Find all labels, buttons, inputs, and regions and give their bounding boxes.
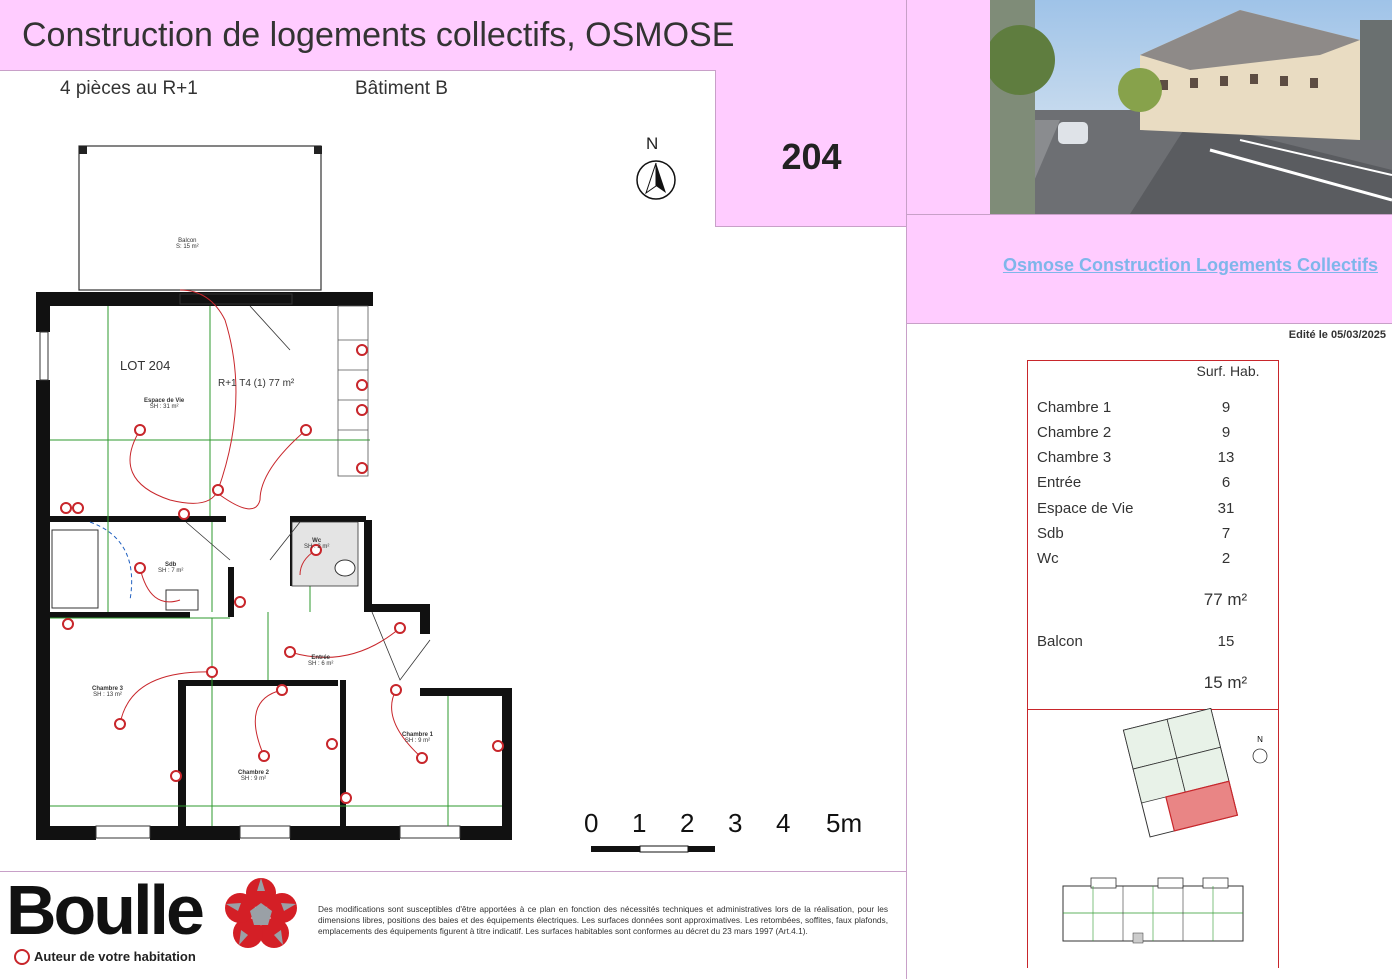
unit-label: R+1 T4 (1) 77 m² [218, 378, 295, 389]
lot-label: LOT 204 [120, 358, 171, 373]
row-label: Espace de Vie [1037, 500, 1134, 517]
room-label: Chambre 1 SH : 9 m² [402, 732, 434, 744]
lot-number-box [715, 70, 907, 227]
row-label: Entrée [1037, 474, 1082, 491]
row-value: 7 [1221, 525, 1231, 542]
door-arc [90, 522, 132, 600]
brand-tagline: Auteur de votre habitation [34, 949, 196, 964]
key-plan-lower [1063, 878, 1243, 943]
brand-band [907, 214, 1392, 324]
north-label: N [646, 134, 659, 153]
room-label: Sdb SH : 7 m² [158, 562, 184, 574]
page-title: Construction de logements collectifs, OSMOSE [22, 16, 735, 54]
brand-mark-icon [14, 949, 30, 965]
windows [40, 294, 460, 838]
balcon-value: 15 [1217, 633, 1235, 650]
scale-label: 2 [680, 808, 695, 838]
key-north-label: N [1257, 735, 1263, 744]
electrical-points [61, 345, 503, 803]
row-value: 31 [1217, 500, 1235, 517]
floor-plan [0, 100, 715, 860]
edit-date: Edité le 05/03/2025 [1288, 329, 1386, 341]
scale-label: 3 [728, 808, 743, 838]
rose-logo-icon [222, 876, 300, 954]
building-photo [990, 0, 1392, 214]
row-label: Chambre 1 [1037, 399, 1112, 416]
scale-label: 5m [826, 808, 863, 838]
room-label: Espace de Vie SH : 31 m² [144, 398, 185, 410]
sink-icon [166, 590, 198, 610]
lot-type: 4 pièces au R+1 [60, 78, 198, 99]
row-value: 6 [1221, 474, 1231, 491]
row-value: 13 [1217, 449, 1235, 466]
north-compass-icon [637, 161, 675, 199]
surface-header: Surf. Hab. [1196, 363, 1260, 379]
photo-margin [907, 0, 990, 214]
balcon-total: 15 m² [1203, 673, 1248, 692]
surface-table [1027, 360, 1279, 710]
lot-number: 204 [781, 136, 842, 177]
scale-bar [592, 846, 715, 852]
key-plan-upper [1123, 708, 1237, 837]
row-value: 9 [1221, 424, 1231, 441]
row-label: Wc [1037, 550, 1059, 567]
row-value: 2 [1221, 550, 1231, 567]
key-plan-panel [1027, 708, 1279, 968]
room-label: Entrée SH : 6 m² [308, 655, 334, 667]
row-value: 9 [1221, 399, 1231, 416]
brand-logo-text: Boulle [6, 871, 202, 949]
toilet-icon [335, 560, 355, 576]
room-label: Chambre 2 SH : 9 m² [238, 770, 270, 782]
scale-label: 1 [632, 808, 647, 838]
wc-floor [292, 522, 358, 586]
scale-label: 4 [776, 808, 791, 838]
room-label: Chambre 3 SH : 13 m² [92, 686, 124, 698]
disclaimer: Des modifications sont susceptibles d'être apportées à ce plan en fonction des nécessités techniques et administratives lors de la réalisation, pour les dimensions libres, positions des baies et des équipements électriques. Les surfaces données sont approximatives. Les retombées, soffites, faux plafonds, emplacements des équipements figurent à titre indicatif. Les surfaces habitables sont conformes au décret du 23 mars 1997 (Art.4.1). [318, 904, 888, 936]
kitchen-counter [338, 306, 368, 476]
row-label: Chambre 2 [1037, 424, 1112, 441]
shower-icon [52, 530, 98, 608]
building-label: Bâtiment B [355, 78, 448, 99]
row-label: Chambre 3 [1037, 449, 1112, 466]
surface-total: 77 m² [1203, 590, 1248, 609]
scale-label: 0 [584, 808, 599, 838]
key-compass-icon [1253, 749, 1267, 763]
outer-walls [36, 292, 512, 840]
row-label: Sdb [1037, 525, 1064, 542]
balcony-outline [79, 146, 321, 290]
balcon-label: Balcon [1037, 633, 1083, 650]
room-label: Balcon S: 15 m² [176, 238, 199, 250]
brand-link[interactable]: Osmose Construction Logements Collectifs [1002, 255, 1378, 275]
room-label: Wc SH : 2 m² [304, 538, 330, 550]
